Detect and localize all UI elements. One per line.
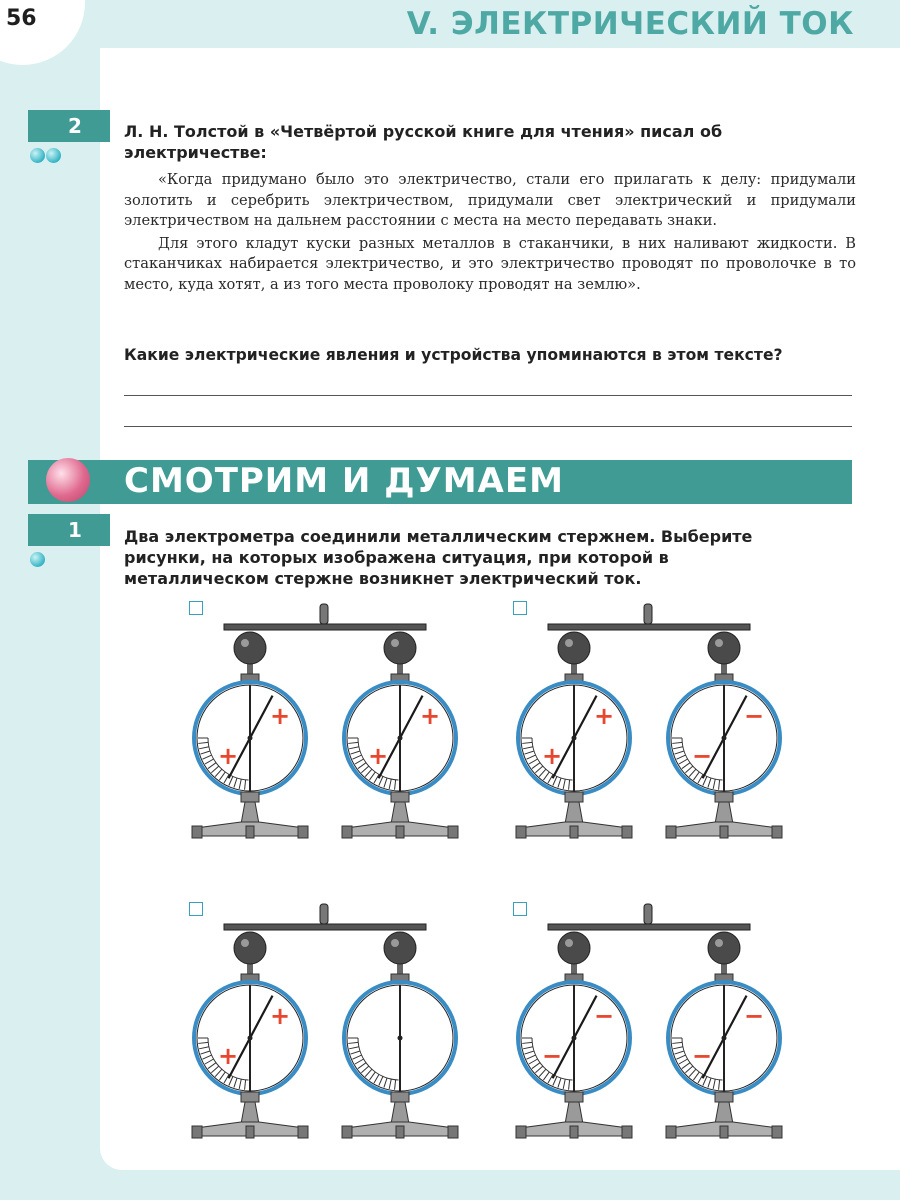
metal-rod (224, 924, 426, 930)
ball-highlight (715, 639, 723, 647)
charge-sign-lower: − (542, 1042, 563, 1070)
stand-foot (516, 1126, 526, 1138)
tolstoy-quote (124, 170, 856, 295)
chapter-title: V. ЭЛЕКТРИЧЕСКИЙ ТОК (406, 6, 854, 42)
charge-sign-upper: − (744, 1002, 765, 1030)
charge-sign-lower: − (692, 1042, 713, 1070)
stand-foot (622, 826, 632, 838)
electrometers-figure (180, 598, 480, 858)
stand-foot (720, 1126, 728, 1138)
ball-highlight (565, 939, 573, 947)
needle-pivot (248, 1036, 253, 1041)
stand-foot (666, 1126, 676, 1138)
section-ball-icon (46, 458, 90, 502)
electrometer-ball (708, 932, 740, 964)
stand-foot (192, 1126, 202, 1138)
charge-sign-upper: + (594, 702, 615, 730)
charge-sign-lower: + (368, 742, 389, 770)
stand-foot (396, 1126, 404, 1138)
charge-sign-upper: − (594, 1002, 615, 1030)
rod-handle (320, 904, 328, 924)
difficulty-dot-icon (30, 148, 45, 163)
electrometer-ball (234, 632, 266, 664)
electrometer-ball (708, 632, 740, 664)
task-1-tab (28, 514, 110, 546)
charge-sign-lower: + (218, 742, 239, 770)
difficulty-dot-icon (46, 148, 61, 163)
stand-post (565, 802, 583, 824)
charge-sign-lower: + (218, 1042, 239, 1070)
stand-foot (448, 826, 458, 838)
stand-foot (396, 826, 404, 838)
task-2-heading: Л. Н. Толстой в «Четвёртой русской книге для чтения» писал об электричестве: (124, 122, 723, 162)
stand-foot (772, 1126, 782, 1138)
needle-pivot (722, 736, 727, 741)
stand-post (715, 802, 733, 824)
ball-highlight (715, 939, 723, 947)
stand-collar (391, 1092, 409, 1102)
task-2-question: Какие электрические явления и устройства упоминаются в этом тексте? (124, 346, 783, 364)
rod-handle (644, 604, 652, 624)
electrometer-ball (384, 932, 416, 964)
stand-foot (342, 1126, 352, 1138)
charge-sign-upper: + (420, 702, 441, 730)
charge-sign-upper: + (270, 1002, 291, 1030)
ball-highlight (241, 939, 249, 947)
answer-line[interactable] (124, 395, 852, 396)
electrometers-figure (504, 598, 804, 858)
electrometer-ball (558, 632, 590, 664)
metal-rod (548, 624, 750, 630)
answer-line[interactable] (124, 426, 852, 427)
stand-foot (570, 826, 578, 838)
rod-handle (644, 904, 652, 924)
stand-post (241, 802, 259, 824)
needle-pivot (572, 736, 577, 741)
electrometers-figure (180, 898, 480, 1158)
stand-foot (666, 826, 676, 838)
stand-post (241, 1102, 259, 1124)
electrometer-ball (558, 932, 590, 964)
charge-sign-lower: + (542, 742, 563, 770)
ball-highlight (391, 639, 399, 647)
electrometer-ball (384, 632, 416, 664)
difficulty-dot-icon (30, 552, 45, 567)
charge-sign-lower: − (692, 742, 713, 770)
quote-paragraph: «Когда придумано было это электричество, стали его прилагать к делу: придумали золотить и серебрить электричеством, придумали свет электрический и придумали электричеством на дальнем расстоянии с места на место передавать знаки. (124, 171, 856, 229)
stand-foot (448, 1126, 458, 1138)
quote-paragraph: Для этого кладут куски разных металлов в стаканчики, в них наливают жидкости. В стаканчиках набирается электричество, и это электричество проводят по проволочке в то место, куда хотят, а из того места проволоку проводят на землю». (124, 234, 856, 293)
needle-pivot (248, 736, 253, 741)
stand-collar (565, 792, 583, 802)
task-2-number: 2 (68, 114, 82, 138)
stand-post (565, 1102, 583, 1124)
stand-collar (715, 792, 733, 802)
page-number: 56 (6, 6, 37, 31)
stand-foot (298, 1126, 308, 1138)
stand-foot (622, 1126, 632, 1138)
needle-pivot (722, 1036, 727, 1041)
stand-foot (772, 826, 782, 838)
stand-foot (570, 1126, 578, 1138)
charge-sign-upper: − (744, 702, 765, 730)
needle-pivot (572, 1036, 577, 1041)
stand-foot (516, 826, 526, 838)
stand-foot (246, 1126, 254, 1138)
stand-post (715, 1102, 733, 1124)
stand-post (391, 802, 409, 824)
charge-sign-upper: + (270, 702, 291, 730)
task-1-heading: Два электрометра соединили металлическим стержнем. Выберите рисунки, на которых изображена ситуация, при которой в металлическом стержне возникнет электрический ток. (124, 527, 753, 588)
electrometers-figure (504, 898, 804, 1158)
stand-collar (241, 1092, 259, 1102)
electrometer-ball (234, 932, 266, 964)
stand-foot (246, 826, 254, 838)
stand-foot (720, 826, 728, 838)
stand-collar (715, 1092, 733, 1102)
stand-collar (391, 792, 409, 802)
ball-highlight (391, 939, 399, 947)
task-1-number: 1 (68, 518, 82, 542)
stand-collar (565, 1092, 583, 1102)
task-2-tab (28, 110, 110, 142)
section-title: СМОТРИМ И ДУМАЕМ (124, 461, 564, 501)
stand-foot (342, 826, 352, 838)
ball-highlight (241, 639, 249, 647)
stand-collar (241, 792, 259, 802)
metal-rod (548, 924, 750, 930)
stand-foot (298, 826, 308, 838)
rod-handle (320, 604, 328, 624)
needle-pivot (398, 1036, 403, 1041)
needle-pivot (398, 736, 403, 741)
stand-post (391, 1102, 409, 1124)
stand-foot (192, 826, 202, 838)
metal-rod (224, 624, 426, 630)
ball-highlight (565, 639, 573, 647)
